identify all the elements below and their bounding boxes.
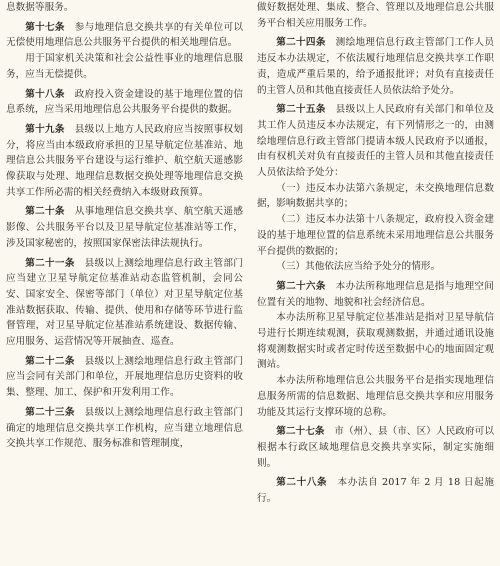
paragraph [257,0,494,31]
paragraph [257,279,494,310]
article-number: 第二十八条 [276,477,328,489]
paragraph-text: （一）违反本办法第六条规定，未交换地理信息数据，影响数据共享的； [257,182,494,210]
paragraph [257,35,494,98]
paragraph [6,354,243,401]
paragraph [257,310,494,373]
paragraph [6,405,243,452]
article-number: 第二十五条 [276,104,326,116]
paragraph-text: 做好数据处理、集成、整合、管理以及地理信息公共服务平台相关应用服务工作。 [257,2,494,29]
paragraph [6,256,243,350]
paragraph-text: 政府投入资金建设的基于地理位置的信息系统，应当采用地理信息公共服务平台提供的数据。 [6,88,243,116]
paragraph-text: 本办法所称地理信息是指与地理空间位置有关的地物、地貌和社会经济信息。 [257,280,494,308]
paragraph-text: 从事地理信息交换共享、航空航天遥感影像、公共服务平台以及卫星导航定位基准站等工作，涉及国家秘密的，按照国家保密法律法规执行。 [6,206,243,249]
article-number: 第二十三条 [25,406,75,418]
paragraph [257,373,494,420]
paragraph-text: 本办法所称地理信息公共服务平台是指实现地理信息服务所需的信息数据、地理信息交换共享和应用服务功能及其运行支撑环境的总称。 [257,375,494,418]
article-number: 第二十六条 [276,280,326,292]
paragraph [257,212,494,259]
right-column [257,0,494,566]
paragraph [6,87,243,118]
paragraph [257,259,494,275]
paragraph-text: 县级以上测绘地理信息行政主管部门应当会同有关部门和单位，开展地理信息历史资料的收集、整理、加工、保护和开发利用工作。 [6,355,243,399]
paragraph-text: 用于国家机关决策和社会公益性事业的地理信息服务，应当无偿提供。 [6,53,243,80]
paragraph-text: 县级以上测绘地理信息行政主管部门应当建立卫星导航定位基准站动态监管机制，会同公安、国家安全、保密等部门（单位）对卫星导航定位基准站数据获取、传输、提供、使用和存储等环节进行监督管理，对卫星导航定位基准站系统建设、数据传输、应用服务、运营情况等开展抽查、巡查。 [6,257,243,348]
left-column [6,0,243,566]
paragraph-text: 参与地理信息交换共享的有关单位可以无偿使用地理信息公共服务平台提供的相关地理信息。 [6,21,243,49]
paragraph-text: 测绘地理信息行政主管部门工作人员违反本办法规定，不依法履行地理信息交换共享工作职责，造成严重后果的，给予通报批评；对负有直接责任的主管人员和其他直接责任人员依法给予处分。 [257,37,494,96]
article-number: 第十八条 [25,88,65,100]
paragraph [257,181,494,212]
paragraph-text: 县级以上测绘地理信息行政主管部门确定的地理信息交换共享工作机构，应当建立地理信息交换共享工作规范、服务标准和管理制度， [6,406,243,450]
paragraph [6,0,243,16]
article-number: 第二十二条 [25,355,75,367]
paragraph [6,204,243,251]
article-number: 第十九条 [25,123,65,135]
paragraph-text: （三）其他依法应当给予处分的情形。 [276,261,441,273]
paragraph [257,424,494,471]
article-number: 第二十四条 [276,37,326,49]
paragraph-text: 本办法所称卫星导航定位基准站是指对卫星导航信号进行长期连续观测，获取观测数据，并通过通讯设施将观测数据实时或者定时传送至数据中心的地面固定观测站。 [257,312,494,371]
paragraph-text: 息数据等服务。 [6,2,74,13]
article-number: 第十七条 [25,21,65,33]
paragraph-text: 县级以上人民政府有关部门和单位及其工作人员违反本办法规定，有下列情形之一的，由测绘地理信息行政主管部门提请本级人民政府予以通报，由有权机关对负有直接责任的主管人员和其他直接责任人员依法给予处分： [257,104,494,179]
paragraph-text: 县级以上地方人民政府应当按照事权划分，将应当由本级政府承担的卫星导航定位基准站、地理信息公共服务平台建设与运行维护、航空航天遥感影像获取与处理、地理信息数据交换处理等地理信息交换共享工作所必需的相关经费纳入本级财政预算。 [6,123,243,198]
paragraph [6,122,243,201]
paragraph [6,51,243,82]
paragraph-text: 市（州）、县（市、区）人民政府可以根据本行政区域地理信息交换共享实际，制定实施细则。 [257,426,494,469]
paragraph-text: 本办法自 2017 年 2 月 18 日起施行。 [257,477,494,505]
paragraph [257,475,494,506]
article-number: 第二十七条 [276,426,325,438]
paragraph-text: （二）违反本办法第十八条规定，政府投入资金建设的基于地理位置的信息系统未采用地理信息公共服务平台提供的数据的； [257,214,494,257]
article-number: 第二十条 [25,206,65,218]
article-number: 第二十一条 [25,257,75,269]
paragraph [6,20,243,51]
paragraph [257,102,494,181]
